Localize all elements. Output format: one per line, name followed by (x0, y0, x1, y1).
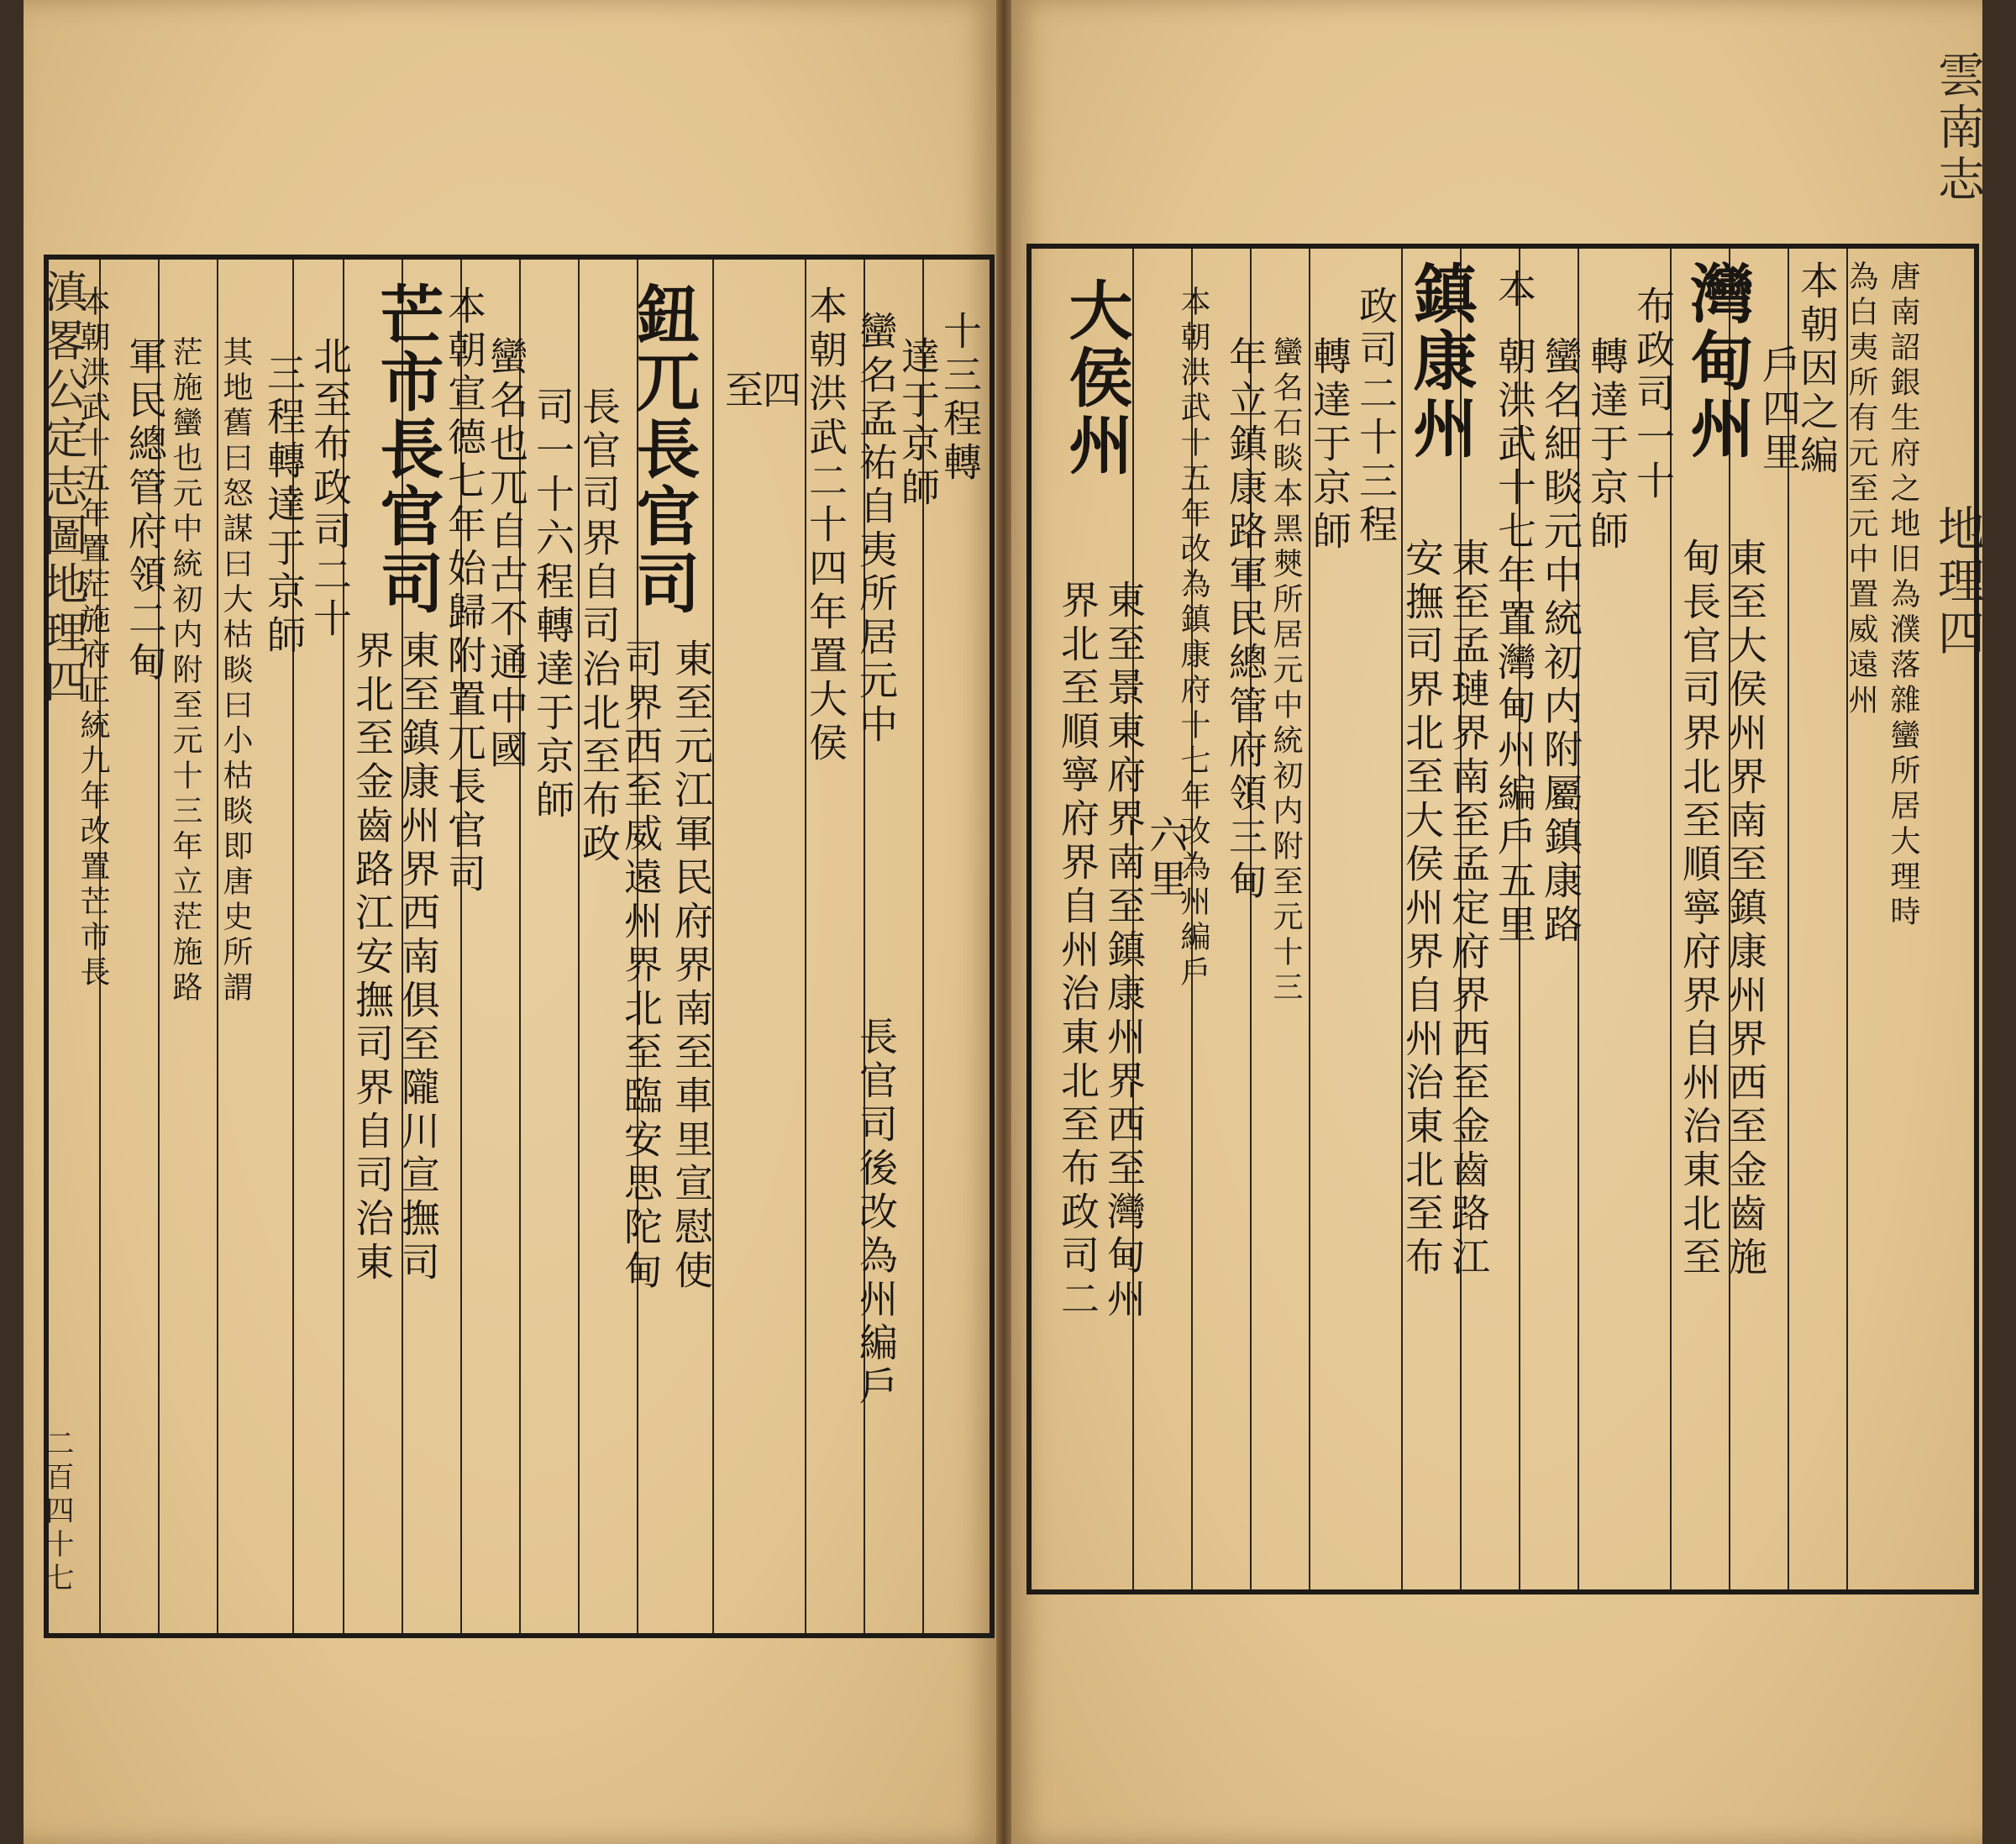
heading-mangshi: 芒市長官司 (370, 281, 444, 617)
text-column: 四 (757, 370, 802, 413)
book-gutter (996, 0, 1011, 1844)
text-column: 蠻名也兀自古不通中國 (484, 336, 529, 773)
text-column: 長官司後改為州編戶 (853, 1017, 899, 1410)
text-column: 東至元江軍民府界南至車里宣慰使 (669, 638, 714, 1294)
text-column: 本朝宣德七年始歸附置兀長官司 (442, 286, 487, 897)
heading-zhenkang: 鎮康州 (1403, 260, 1478, 462)
text-column: 轉達于京師 (1584, 336, 1630, 554)
text-column: 年立鎮康路軍民總管府領三甸 (1223, 336, 1268, 904)
text-column: 甸長官司界北至順寧府界自州治東北至 (1677, 538, 1722, 1280)
left-margin-title: 滇畧公定志圖地理四 (36, 269, 87, 707)
text-column: 蠻名孟祐自夷所居元中 (853, 311, 899, 748)
right-margin-title: 雲南志 (1930, 50, 1985, 207)
text-column: 長官司界自司治北至布政 (576, 386, 622, 867)
text-column: 本朝因之編 (1794, 260, 1840, 479)
text-column: 本 (1492, 269, 1537, 313)
text-column: 界北至金齒路江安撫司界自司治東 (349, 630, 395, 1285)
text-column: 其地舊曰怒謀曰大枯睒曰小枯睒即唐史所謂 (218, 336, 253, 1006)
text-column: 本朝洪武二十四年置大侯 (803, 286, 848, 766)
heading-wandian: 灣甸州 (1680, 260, 1755, 462)
text-column: 唐南詔銀生府之地旧為濮落雜蠻所居大理時 (1886, 260, 1920, 931)
text-column: 十三程轉 (937, 311, 983, 486)
text-column: 蠻名石睒本黑僰所居元中統初内附至元十三 (1268, 336, 1303, 1006)
text-column: 政司二十三程 (1353, 286, 1399, 548)
text-column: 本朝洪武十五年置茫施府正統九年改置芒市長 (76, 286, 110, 991)
text-column: 界北至順寧府界自州治東北至布政司二 (1055, 580, 1100, 1322)
text-column: 六里 (1143, 815, 1189, 902)
right-folio: 地理四 (1930, 504, 1985, 660)
left-folio: 二百四十七 (40, 1428, 74, 1596)
text-column: 東至大侯州界南至鎮康州界西至金齒施 (1723, 538, 1768, 1280)
text-column: 東至景東府界南至鎮康州界西至灣甸州 (1101, 580, 1147, 1322)
text-column: 司界西至威遠州界北至臨安思陀甸 (618, 638, 664, 1294)
text-column: 東至鎮康州界西南俱至隴川宣撫司 (396, 630, 441, 1285)
text-column: 為白夷所有元至元中置威遠州 (1844, 260, 1878, 719)
text-column: 本朝洪武十五年改為鎮康府十七年改為州編戶 (1176, 286, 1210, 991)
text-column: 達于京師 (895, 336, 941, 511)
text-column: 布政司一十 (1630, 286, 1676, 504)
text-column: 蠻名細睒元中統初内附屬鎮康路 (1538, 336, 1583, 948)
heading-dahou: 大侯州 (1058, 277, 1133, 479)
text-column: 東至孟璉界南至孟定府界西至金齒路江 (1446, 538, 1491, 1280)
text-column: 茫施蠻也元中統初内附至元十三年立茫施路 (168, 336, 202, 1006)
text-column: 北至布政司二十 (307, 336, 353, 642)
text-column: 戶四里 (1756, 344, 1802, 475)
text-column: 至 (719, 370, 764, 413)
heading-niuwu: 鈕兀長官司 (626, 281, 701, 617)
text-column: 軍民總管府領二甸 (123, 336, 168, 686)
text-column: 司一十六程轉達于京師 (530, 386, 575, 823)
text-column: 轉達于京師 (1307, 336, 1352, 554)
text-column: 安撫司界北至大侯州界自州治東北至布 (1399, 538, 1445, 1280)
text-column: 朝洪武十七年置灣甸州編戶五里 (1492, 336, 1537, 948)
text-column: 三程轉達于京師 (261, 353, 307, 659)
